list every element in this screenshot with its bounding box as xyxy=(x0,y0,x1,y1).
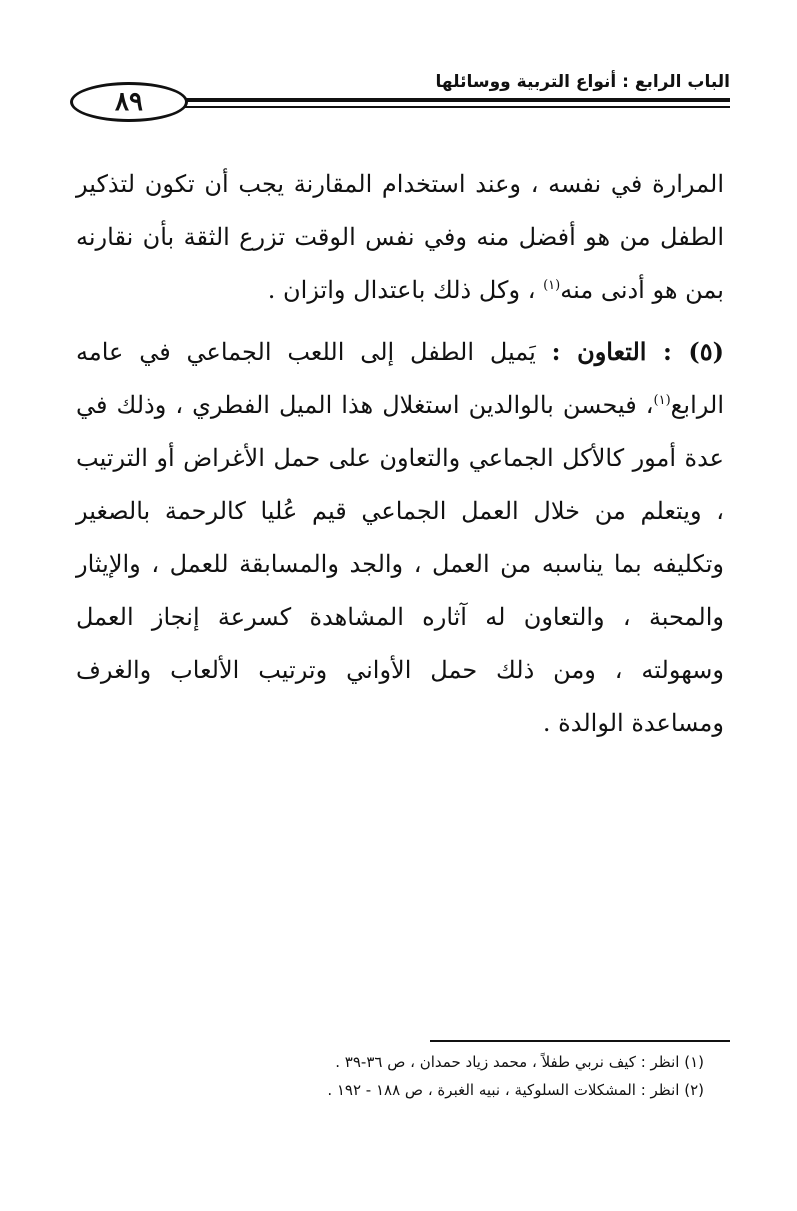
footnote-separator xyxy=(430,1040,730,1042)
footnote: (١) انظر : كيف نربي طفلاً ، محمد زياد حمدان ، ص ٣٦-٣٩ . xyxy=(335,1053,704,1071)
footnote: (٢) انظر : المشكلات السلوكية ، نبيه الغبرة ، ص ١٨٨ - ١٩٢ . xyxy=(327,1081,704,1099)
paragraph-text: المرارة في نفسه ، وعند استخدام المقارنة يجب أن تكون لتذكير الطفل من هو أفضل منه وفي نفس الوقت تزرع الثقة بأن نقارنه بمن هو أدنى منه xyxy=(76,170,724,304)
footnotes xyxy=(240,1048,704,1104)
paragraph xyxy=(76,158,724,317)
page-header xyxy=(70,72,730,132)
item-label: (٥) : التعاون : xyxy=(551,337,724,366)
header-rule-thick xyxy=(170,98,730,102)
page-number: ٨٩ xyxy=(70,82,188,122)
paragraph xyxy=(76,325,724,750)
footnote-ref: (١) xyxy=(653,393,671,408)
chapter-title: الباب الرابع : أنواع التربية ووسائلها xyxy=(435,72,730,92)
paragraph-text: ، فيحسن بالوالدين استغلال هذا الميل الفطري ، وذلك في عدة أمور كالأكل الجماعي والتعاون على حمل الأغراض أو الترتيب ، ويتعلم من خلال العمل الجماعي قيم عُليا كالرحمة بالصغير وتكليفه بما يناسبه من العمل ، والجد والمسابقة للعمل ، والإيثار والمحبة ، والتعاون له آثاره المشاهدة كسرعة إنجاز العمل وسهولته ، ومن ذلك حمل الأواني وترتيب الألعاب والغرف ومساعدة الوالدة . xyxy=(76,391,724,737)
paragraph-text: يَميل الطفل إلى اللعب الجماعي في عامه الرابع xyxy=(76,338,724,419)
footnote-ref: (١) xyxy=(543,278,561,293)
header-rule-thin xyxy=(170,106,730,108)
body-text xyxy=(76,158,724,750)
paragraph-text: ، وكل ذلك باعتدال واتزان . xyxy=(267,276,536,304)
